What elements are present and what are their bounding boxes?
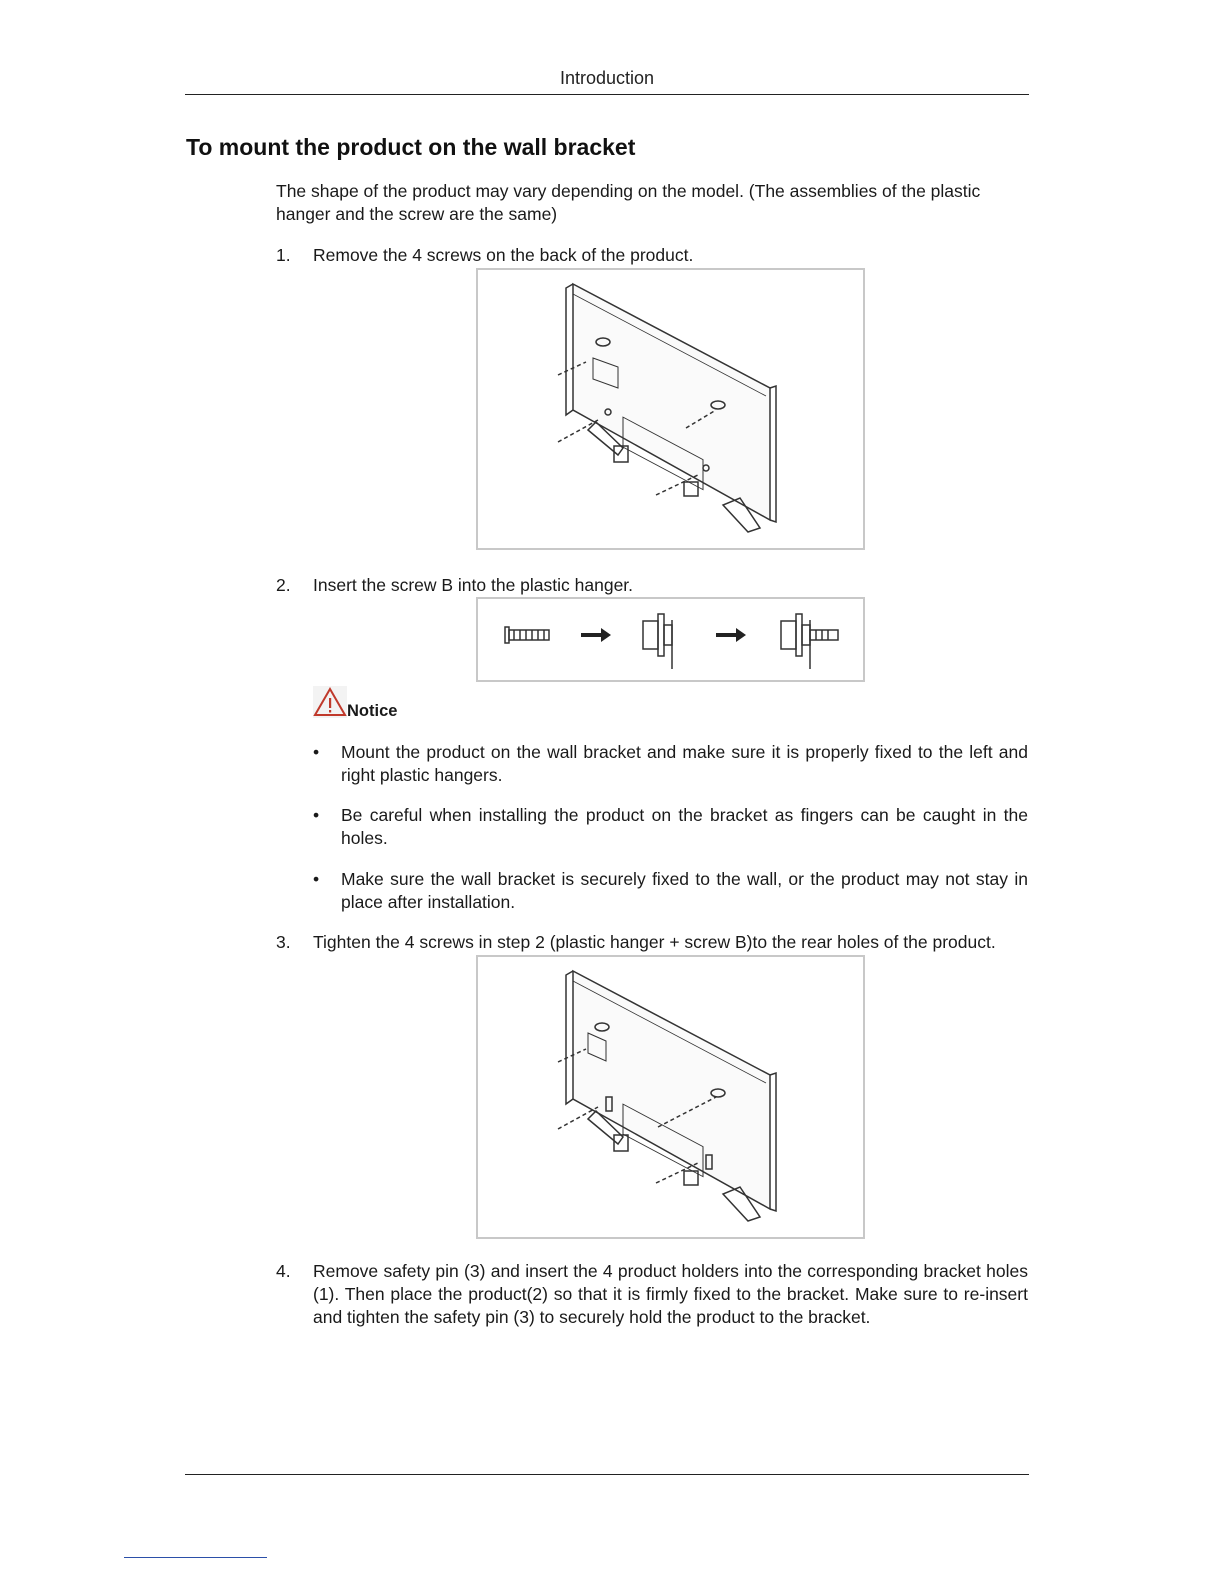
footer-rule [185, 1474, 1029, 1475]
bullet-text: Be careful when installing the product on the bracket as fingers can be caught in the holes. [341, 805, 1028, 848]
figure-tighten-screws [476, 955, 865, 1239]
step-number: 4. [276, 1261, 291, 1281]
bullet-text: Mount the product on the wall bracket and make sure it is properly fixed to the left and right plastic hangers. [341, 742, 1028, 785]
bullet-symbol: • [313, 805, 320, 825]
step-text: Remove safety pin (3) and insert the 4 product holders into the corresponding bracket holes (1). Then place the product(2) so that it is firmly fixed to the bracket. Make sure to re-insert and tighten the safety pin (3) to securely hold the product to the bracket. [313, 1261, 1028, 1327]
step-1 [276, 244, 1028, 267]
screw-assembly-illustration [478, 599, 863, 680]
step-number: 2. [276, 575, 291, 595]
bullet-text: Make sure the wall bracket is securely fixed to the wall, or the product may not stay in place after installation. [341, 869, 1028, 912]
header-rule [185, 94, 1029, 95]
footer-link-underline[interactable] [124, 1557, 267, 1558]
step-3 [276, 931, 1028, 954]
step-number: 3. [276, 932, 291, 952]
step-text: Insert the screw B into the plastic hanger. [313, 575, 634, 595]
notice-bullet [313, 804, 1028, 850]
notice-heading [313, 686, 398, 723]
figure-screw-hanger [476, 597, 865, 682]
step-4 [276, 1260, 1028, 1329]
bullet-symbol: • [313, 742, 320, 762]
page-title: To mount the product on the wall bracket [186, 134, 636, 160]
step-text: Remove the 4 screws on the back of the product. [313, 245, 694, 265]
step-text: Tighten the 4 screws in step 2 (plastic hanger + screw B)to the rear holes of the product. [313, 932, 996, 952]
tv-back-hangers-illustration [478, 957, 863, 1237]
warning-triangle-icon [313, 686, 347, 718]
bullet-symbol: • [313, 869, 320, 889]
intro-paragraph: The shape of the product may vary depending on the model. (The assemblies of the plastic hanger and the screw are the same) [276, 181, 981, 224]
step-2 [276, 574, 1028, 597]
notice-bullet [313, 741, 1028, 787]
notice-bullet [313, 868, 1028, 914]
step-number: 1. [276, 245, 291, 265]
tv-back-illustration [478, 270, 863, 548]
figure-remove-screws [476, 268, 865, 550]
running-header: Introduction [559, 68, 655, 88]
notice-label: Notice [347, 702, 398, 720]
